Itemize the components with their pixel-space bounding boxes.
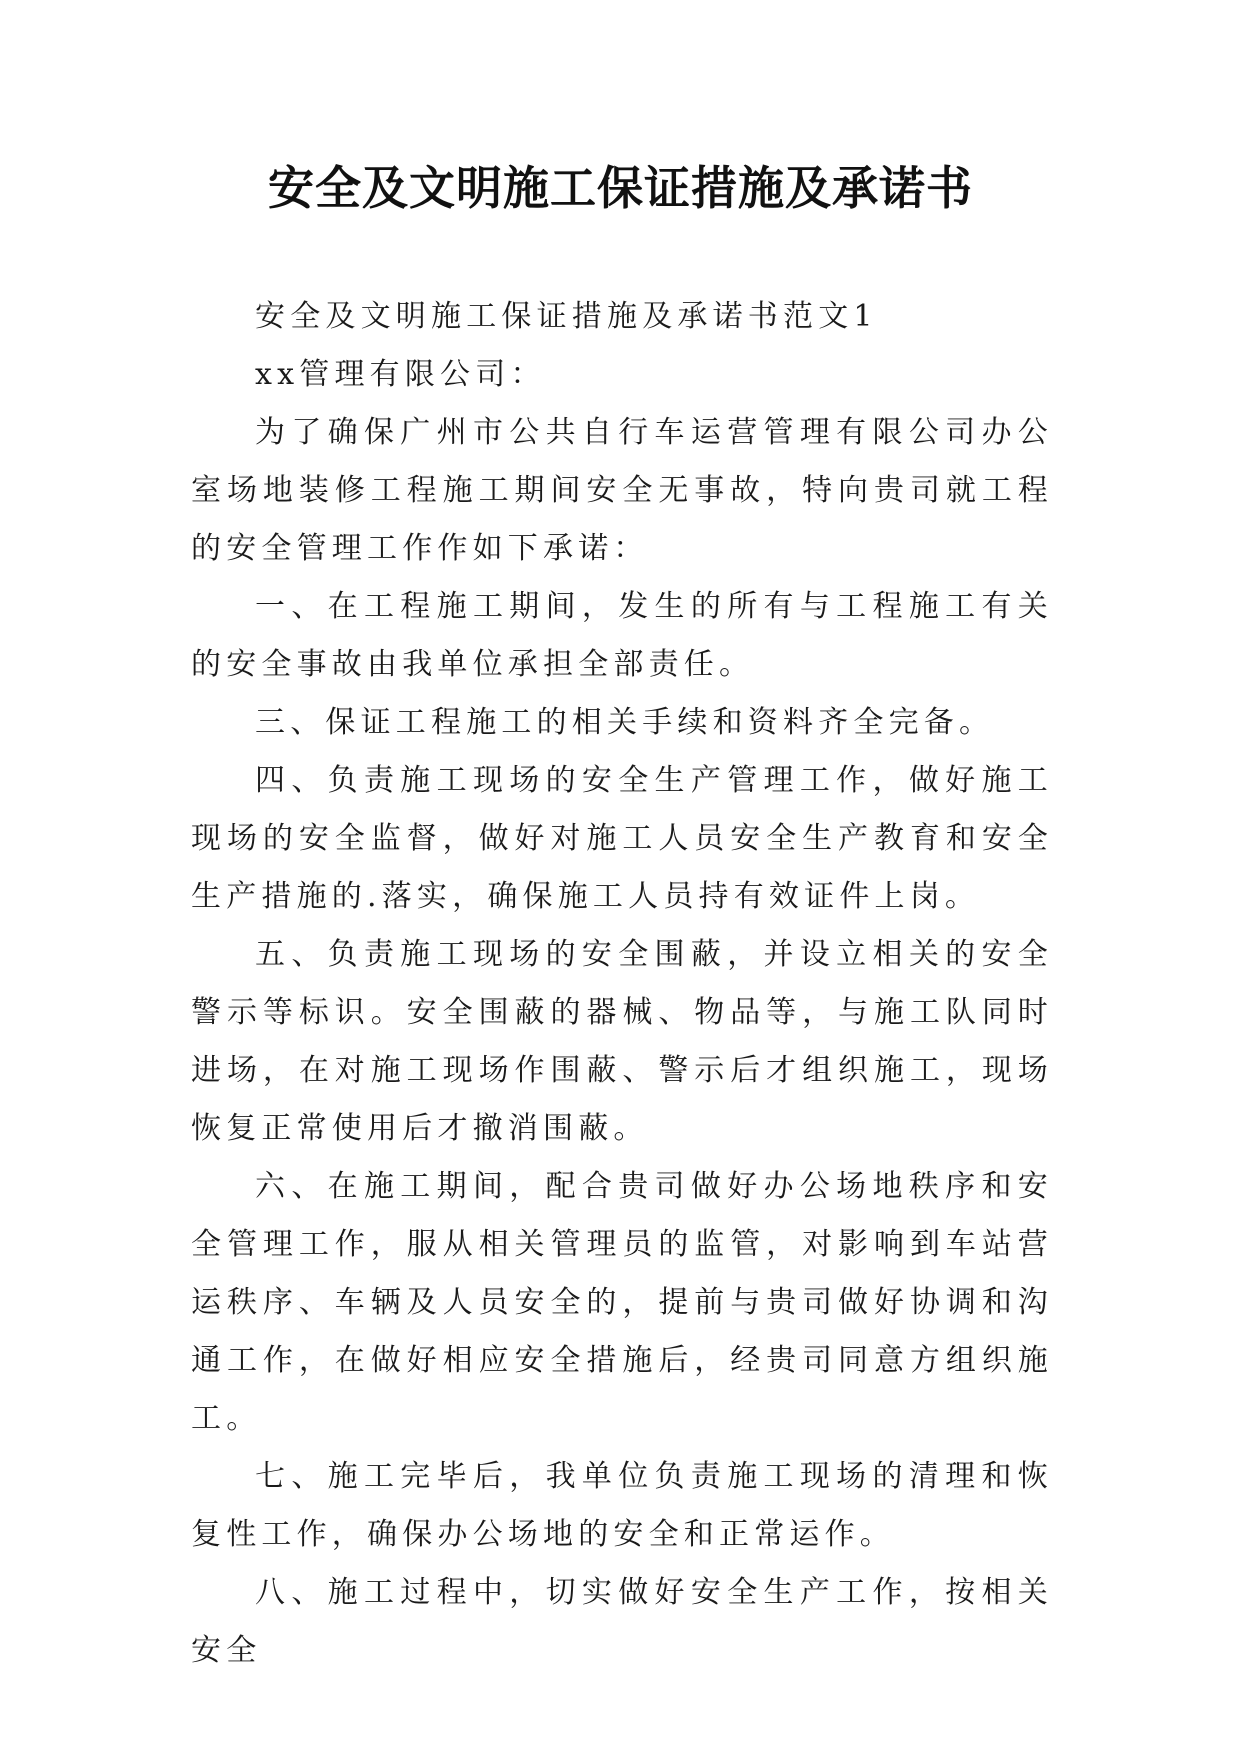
paragraph-item-1: 一、在工程施工期间，发生的所有与工程施工有关的安全事故由我单位承担全部责任。	[191, 589, 1053, 682]
paragraph-intro: 为了确保广州市公共自行车运营管理有限公司办公室场地装修工程施工期间安全无事故，特向贵司就工程的安全管理工作作如下承诺：	[191, 415, 1053, 566]
paragraph-item-5: 五、负责施工现场的安全围蔽，并设立相关的安全警示等标识。安全围蔽的器械、物品等，与施工队同时进场，在对施工现场作围蔽、警示后才组织施工，现场恢复正常使用后才撤消围蔽。	[191, 937, 1053, 1146]
document-title: 安全及文明施工保证措施及承诺书	[268, 161, 973, 215]
paragraph-item-3: 三、保证工程施工的相关手续和资料齐全完备。	[255, 705, 995, 740]
paragraph-item-8: 八、施工过程中，切实做好安全生产工作，按相关安全	[191, 1575, 1053, 1668]
paragraph-subtitle: 安全及文明施工保证措施及承诺书范文1	[255, 299, 878, 334]
document-body	[191, 288, 1053, 1680]
paragraph-item-6: 六、在施工期间，配合贵司做好办公场地秩序和安全管理工作，服从相关管理员的监管，对影响到车站营运秩序、车辆及人员安全的，提前与贵司做好协调和沟通工作，在做好相应安全措施后，经贵司同意方组织施工。	[191, 1169, 1053, 1436]
paragraph-salutation: xx管理有限公司：	[255, 357, 546, 392]
paragraph-item-7: 七、施工完毕后，我单位负责施工现场的清理和恢复性工作，确保办公场地的安全和正常运作。	[191, 1459, 1053, 1552]
paragraph-item-4: 四、负责施工现场的安全生产管理工作，做好施工现场的安全监督，做好对施工人员安全生产教育和安全生产措施的.落实，确保施工人员持有效证件上岗。	[191, 763, 1053, 914]
